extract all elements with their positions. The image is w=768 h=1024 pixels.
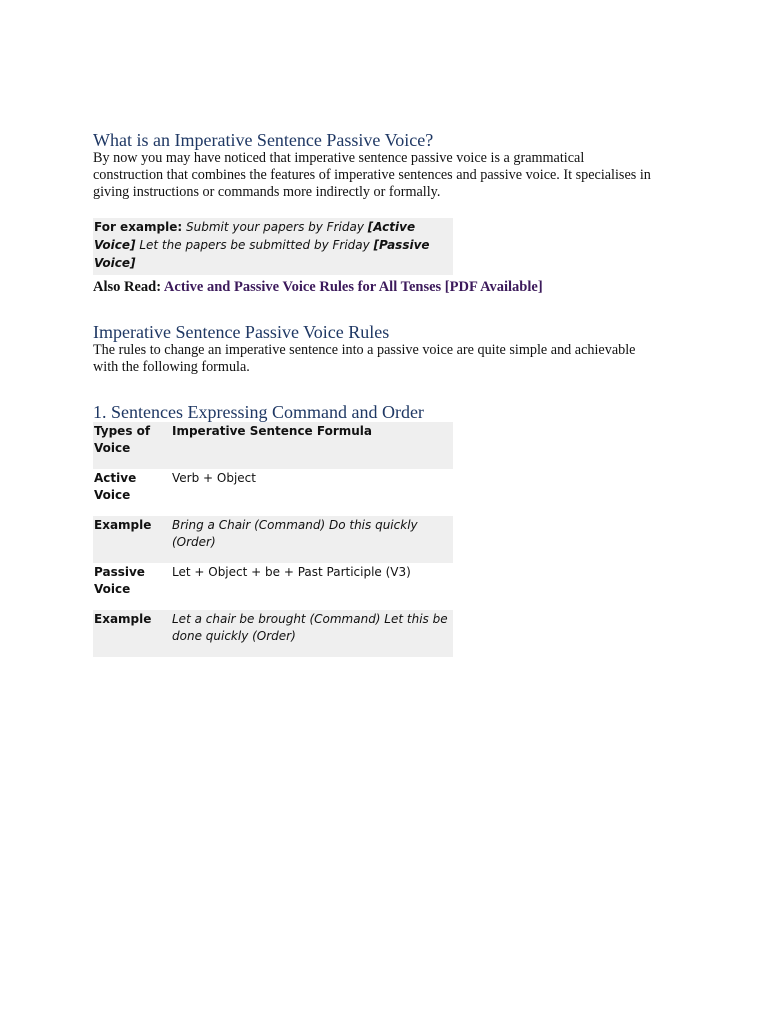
table-cell: Verb + Object [172, 471, 256, 485]
intro-paragraph: By now you may have noticed that imperative sentence passive voice is a grammatical construction that combines the features of imperative sentences and passive voice. It specialises in giving instructions or commands more indirectly or formally. [93, 150, 651, 200]
table-cell: Active Voice [94, 471, 137, 502]
document-body [93, 130, 653, 657]
table-cell: Passive Voice [94, 565, 145, 596]
example-active-sentence: Submit your papers by Friday [186, 220, 364, 234]
section-heading-imperative-passive: What is an Imperative Sentence Passive Voice? [93, 130, 434, 150]
section-heading-rules: Imperative Sentence Passive Voice Rules [93, 322, 390, 342]
table-cell: Example [94, 612, 152, 626]
table-header-cell: Imperative Sentence Formula [172, 424, 373, 438]
example-box [93, 218, 453, 275]
example-active-tag: [Active Voice] [94, 220, 416, 252]
also-read [93, 278, 653, 296]
table-row [93, 469, 453, 516]
table-row [93, 516, 453, 563]
example-passive-sentence: Let the papers be submitted by Friday [139, 238, 370, 252]
table-header-row [93, 422, 453, 469]
example-label: For example: [94, 220, 183, 234]
example-passive-tag: [Passive Voice] [94, 238, 430, 270]
formula-table [93, 422, 453, 657]
section-heading-command-order: 1. Sentences Expressing Command and Order [93, 402, 424, 422]
table-header-cell: Types of Voice [94, 424, 151, 455]
rules-paragraph: The rules to change an imperative sentence into a passive voice are quite simple and achievable with the following formula. [93, 342, 636, 375]
also-read-link[interactable]: Active and Passive Voice Rules for All Tenses [PDF Available] [163, 279, 543, 295]
table-cell: Example [94, 518, 152, 532]
table-cell: Let a chair be brought (Command) Let this be done quickly (Order) [172, 612, 448, 643]
table-cell: Bring a Chair (Command) Do this quickly (Order) [172, 518, 418, 549]
table-row [93, 610, 453, 657]
also-read-label: Also Read: [93, 279, 162, 295]
table-cell: Let + Object + be + Past Participle (V3) [172, 565, 411, 579]
table-row [93, 563, 453, 610]
